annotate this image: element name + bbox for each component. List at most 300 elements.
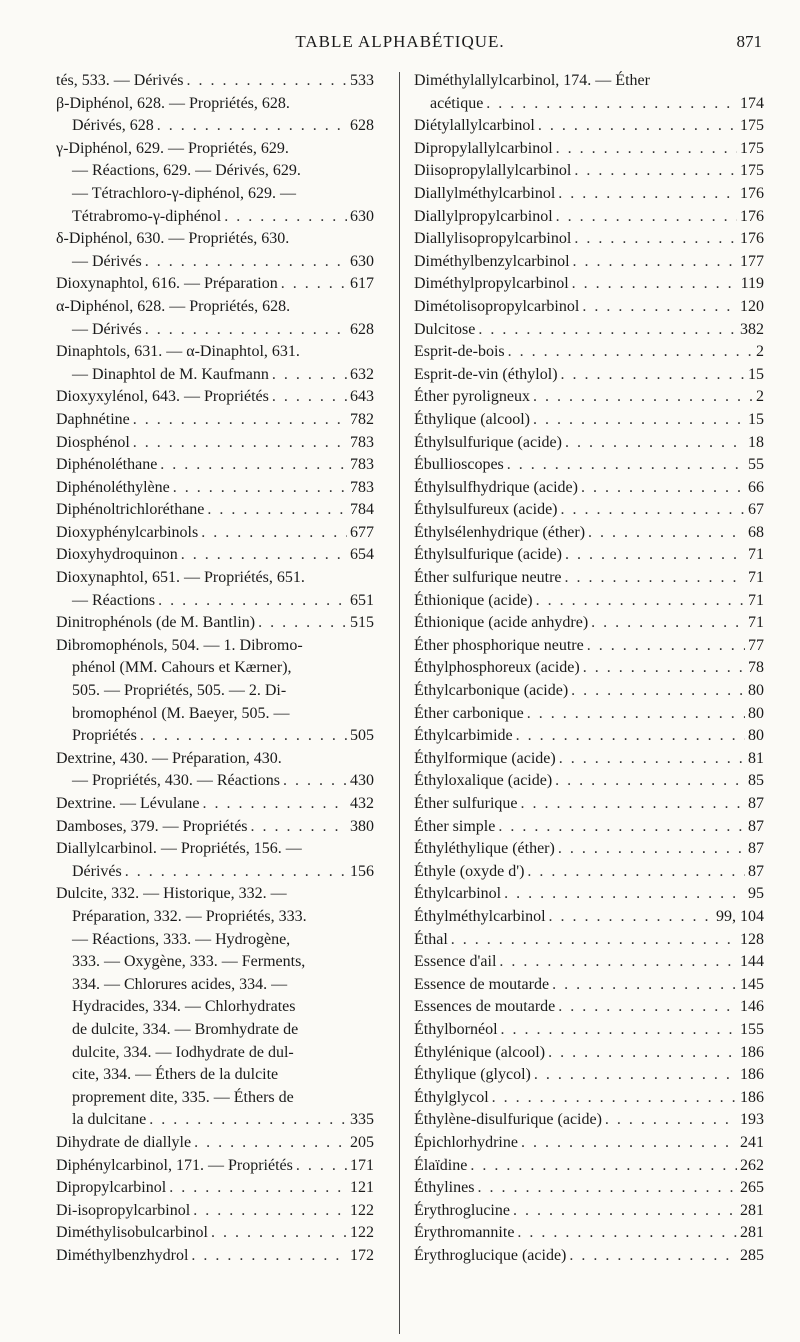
entry-page-ref: 628: [350, 320, 374, 338]
dot-leader: [145, 251, 347, 274]
index-entry: [56, 1155, 374, 1178]
entry-text: Dimétolisopropylcarbinol: [414, 297, 580, 315]
entry-text: 333. — Oxygène, 333. — Ferments,: [72, 953, 306, 971]
entry-text: Éthionique (acide anhydre): [414, 614, 589, 632]
entry-text: Éthylglycol: [414, 1088, 489, 1106]
dot-leader: [507, 454, 745, 477]
index-entry: [414, 974, 764, 997]
dot-leader: [181, 544, 347, 567]
dot-leader: [283, 770, 347, 793]
index-entry: [56, 183, 374, 206]
index-entry: [414, 1132, 764, 1155]
entry-page-ref: 335: [350, 1111, 374, 1129]
dot-leader: [272, 386, 347, 409]
entry-text: — Dérivés: [72, 320, 142, 338]
dot-leader: [533, 386, 753, 409]
entry-text: Éthal: [414, 930, 448, 948]
entry-page-ref: 128: [740, 930, 764, 948]
dot-leader: [565, 567, 746, 590]
dot-leader: [558, 996, 737, 1019]
entry-page-ref: 55: [748, 456, 764, 474]
dot-leader: [573, 251, 737, 274]
dot-leader: [193, 1200, 347, 1223]
dot-leader: [581, 477, 745, 500]
dot-leader: [451, 929, 737, 952]
dot-leader: [498, 816, 745, 839]
index-column-left: [56, 70, 374, 1267]
entry-page-ref: 2: [756, 388, 764, 406]
dot-leader: [281, 273, 347, 296]
entry-text: Tétrabromo-γ-diphénol: [72, 207, 222, 225]
entry-page-ref: 241: [740, 1133, 764, 1151]
index-entry: [56, 544, 374, 567]
index-entry: [414, 590, 764, 613]
entry-text: 334. — Chlorures acides, 334. —: [72, 975, 288, 993]
entry-text: Dérivés: [72, 862, 122, 880]
index-entry: [414, 341, 764, 364]
index-entry: [414, 635, 764, 658]
entry-text: Damboses, 379. — Propriétés: [56, 817, 248, 835]
entry-page-ref: 186: [740, 1043, 764, 1061]
entry-page-ref: 87: [748, 862, 764, 880]
entry-page-ref: 122: [350, 1201, 374, 1219]
entry-text: Érythromannite: [414, 1224, 515, 1242]
entry-page-ref: 176: [740, 184, 764, 202]
dot-leader: [504, 883, 745, 906]
index-entry: [414, 725, 764, 748]
index-entry: [56, 409, 374, 432]
entry-text: Propriétés: [72, 727, 137, 745]
dot-leader: [173, 477, 347, 500]
dot-leader: [501, 1019, 737, 1042]
entry-page-ref: 156: [350, 862, 374, 880]
index-entry: [414, 160, 764, 183]
entry-text: Diméthylpropylcarbinol: [414, 275, 569, 293]
index-entry: [414, 1177, 764, 1200]
dot-leader: [569, 1245, 737, 1268]
entry-text: Essence d'ail: [414, 953, 497, 971]
entry-text: Daphnétine: [56, 410, 130, 428]
entry-text: Essence de moutarde: [414, 975, 550, 993]
index-entry: [414, 115, 764, 138]
index-entry: [414, 838, 764, 861]
index-entry: [414, 206, 764, 229]
entry-page-ref: 121: [350, 1179, 374, 1197]
dot-leader: [194, 1132, 347, 1155]
dot-leader: [211, 1222, 347, 1245]
dot-leader: [149, 1109, 347, 1132]
entry-page-ref: 515: [350, 614, 374, 632]
index-entry: [56, 160, 374, 183]
index-entry: [414, 364, 764, 387]
index-entry: [56, 251, 374, 274]
entry-page-ref: 432: [350, 795, 374, 812]
entry-text: β-Diphénol, 628. — Propriétés, 628.: [56, 94, 290, 112]
index-entry: [56, 703, 374, 726]
entry-page-ref: 155: [740, 1020, 764, 1038]
entry-page-ref: 85: [748, 772, 764, 790]
index-entry: [56, 657, 374, 680]
dot-leader: [251, 816, 347, 839]
entry-text: Diallylcarbinol. — Propriétés, 156. —: [56, 840, 302, 858]
dot-leader: [224, 206, 347, 229]
entry-page-ref: 186: [740, 1066, 764, 1084]
entry-text: — Réactions, 333. — Hydrogène,: [72, 930, 291, 948]
entry-text: Dihydrate de diallyle: [56, 1133, 192, 1151]
entry-page-ref: 782: [350, 410, 374, 428]
index-entry: [56, 906, 374, 929]
entry-page-ref: 430: [350, 772, 374, 790]
entry-page-ref: 18: [748, 433, 764, 451]
entry-text: Diméthylisobulcarbinol: [56, 1224, 208, 1242]
entry-page-ref: 382: [740, 320, 764, 338]
entry-text: Diphénylcarbinol, 171. — Propriétés: [56, 1156, 293, 1174]
dot-leader: [508, 341, 753, 364]
entry-text: Éthylphosphoreux (acide): [414, 659, 580, 677]
index-entry: [414, 499, 764, 522]
entry-text: phénol (MM. Cahours et Kærner),: [72, 659, 292, 677]
dot-leader: [534, 1064, 737, 1087]
entry-text: α-Diphénol, 628. — Propriétés, 628.: [56, 297, 291, 315]
entry-text: 505. — Propriétés, 505. — 2. Di-: [72, 682, 287, 700]
index-entry: [56, 273, 374, 296]
dot-leader: [527, 861, 745, 884]
dot-leader: [272, 364, 347, 387]
dot-leader: [296, 1155, 347, 1178]
entry-text: Dibromophénols, 504. — 1. Dibromo-: [56, 636, 303, 654]
dot-leader: [145, 319, 347, 342]
entry-text: Éthionique (acide): [414, 591, 533, 609]
entry-text: Dipropylallylcarbinol: [414, 139, 553, 157]
entry-page-ref: 783: [350, 478, 374, 496]
entry-page-ref: 80: [748, 704, 764, 722]
index-entry: [56, 228, 374, 251]
dot-leader: [559, 748, 745, 771]
index-entry: [56, 1222, 374, 1245]
entry-page-ref: 262: [740, 1156, 764, 1174]
entry-page-ref: 205: [350, 1133, 374, 1151]
dot-leader: [574, 160, 737, 183]
dot-leader: [521, 793, 745, 816]
entry-text: Dulcitose: [414, 320, 476, 338]
index-entry: [414, 996, 764, 1019]
index-entry: [56, 1087, 374, 1110]
entry-text: Éthylcarbimide: [414, 727, 513, 745]
index-entry: [56, 206, 374, 229]
entry-page-ref: 81: [748, 749, 764, 767]
entry-text: Éthylcarbonique (acide): [414, 682, 569, 700]
entry-page-ref: 630: [350, 252, 374, 270]
entry-page-ref: 643: [350, 388, 374, 406]
index-entry: [56, 1042, 374, 1065]
index-entry: [414, 183, 764, 206]
entry-text: — Dérivés: [72, 252, 142, 270]
entry-text: Éther sulfurique: [414, 795, 518, 812]
index-entry: [56, 748, 374, 771]
dot-leader: [191, 1245, 347, 1268]
index-entry: [56, 522, 374, 545]
index-entry: [56, 319, 374, 342]
entry-text: Dioxyphénylcarbinols: [56, 523, 199, 541]
index-entry: [414, 861, 764, 884]
dot-leader: [549, 906, 713, 929]
index-entry: [414, 93, 764, 116]
index-entry: [414, 251, 764, 274]
entry-page-ref: 15: [748, 365, 764, 383]
entry-page-ref: 71: [748, 569, 764, 587]
index-entry: [56, 816, 374, 839]
entry-text: Préparation, 332. — Propriétés, 333.: [72, 907, 307, 925]
dot-leader: [587, 635, 745, 658]
dot-leader: [492, 1087, 737, 1110]
dot-leader: [582, 296, 737, 319]
index-entry: [56, 838, 374, 861]
entry-page-ref: 630: [350, 207, 374, 225]
index-entry: [56, 635, 374, 658]
index-entry: [56, 1132, 374, 1155]
dot-leader: [478, 319, 737, 342]
entry-page-ref: 175: [740, 139, 764, 157]
entry-page-ref: 146: [740, 998, 764, 1016]
entry-text: Di-isopropylcarbinol: [56, 1201, 191, 1219]
index-entry: [414, 1200, 764, 1223]
entry-text: Diétylallylcarbinol: [414, 117, 535, 135]
entry-page-ref: 2: [756, 343, 764, 361]
index-entry: [414, 612, 764, 635]
entry-text: — Dinaphtol de M. Kaufmann: [72, 365, 269, 383]
index-entry: [56, 612, 374, 635]
entry-text: Diallylpropylcarbinol: [414, 207, 553, 225]
page-header: [0, 32, 800, 56]
entry-page-ref: 628: [350, 117, 374, 135]
entry-text: Éthylsélenhydrique (éther): [414, 523, 586, 541]
index-entry: [414, 1087, 764, 1110]
index-entry: [56, 567, 374, 590]
index-entry: [414, 1042, 764, 1065]
entry-page-ref: 186: [740, 1088, 764, 1106]
entry-text: Éthyle (oxyde d'): [414, 862, 525, 880]
dot-leader: [588, 522, 745, 545]
index-entry: [56, 341, 374, 364]
entry-text: Ébullioscopes: [414, 456, 504, 474]
entry-text: cite, 334. — Éthers de la dulcite: [72, 1066, 279, 1084]
entry-text: Éthylformique (acide): [414, 749, 556, 767]
index-entry: [56, 477, 374, 500]
entry-text: dulcite, 334. — Iodhydrate de dul-: [72, 1043, 294, 1061]
entry-page-ref: 651: [350, 591, 374, 609]
index-entry: [56, 499, 374, 522]
entry-page-ref: 784: [350, 501, 374, 519]
entry-text: Diallylméthylcarbinol: [414, 184, 556, 202]
entry-text: Diméthylallylcarbinol, 174. — Éther: [414, 72, 650, 89]
index-entry: [414, 319, 764, 342]
dot-leader: [521, 1132, 737, 1155]
dot-leader: [552, 974, 737, 997]
entry-page-ref: 122: [350, 1224, 374, 1242]
dot-leader: [125, 861, 347, 884]
index-entry: [414, 522, 764, 545]
dot-leader: [527, 703, 745, 726]
entry-page-ref: 95: [748, 885, 764, 903]
entry-text: δ-Diphénol, 630. — Propriétés, 630.: [56, 230, 290, 248]
dot-leader: [591, 612, 745, 635]
entry-page-ref: 71: [748, 591, 764, 609]
index-entry: [56, 590, 374, 613]
entry-text: Diisopropylallylcarbinol: [414, 162, 572, 180]
entry-text: Éthylsulfhydrique (acide): [414, 478, 578, 496]
dot-leader: [555, 770, 745, 793]
index-entry: [56, 1245, 374, 1268]
index-entry: [56, 996, 374, 1019]
index-entry: [56, 1109, 374, 1132]
dot-leader: [536, 590, 745, 613]
index-entry: [414, 680, 764, 703]
entry-text: γ-Diphénol, 629. — Propriétés, 629.: [56, 139, 289, 157]
entry-page-ref: 632: [350, 365, 374, 383]
entry-text: Élaïdine: [414, 1156, 468, 1174]
index-entry: [414, 228, 764, 251]
entry-text: Essences de moutarde: [414, 998, 556, 1016]
entry-text: Dinitrophénols (de M. Bantlin): [56, 614, 256, 632]
entry-text: Dulcite, 332. — Historique, 332. —: [56, 885, 287, 903]
index-entry: [414, 929, 764, 952]
entry-text: Diphénoléthylène: [56, 478, 170, 496]
entry-page-ref: 654: [350, 546, 374, 564]
entry-text: acétique: [430, 94, 484, 112]
index-entry: [56, 1064, 374, 1087]
index-entry: [414, 657, 764, 680]
dot-leader: [169, 1177, 347, 1200]
page-title: TABLE ALPHABÉTIQUE.: [295, 32, 505, 51]
entry-text: Dioxynaphtol, 651. — Propriétés, 651.: [56, 569, 305, 587]
dot-leader: [513, 1200, 737, 1223]
entry-page-ref: 15: [748, 410, 764, 428]
entry-text: Dioxyxylénol, 643. — Propriétés: [56, 388, 269, 406]
entry-text: — Tétrachloro-γ-diphénol, 629. —: [72, 184, 297, 202]
index-entry: [56, 138, 374, 161]
index-entry: [414, 770, 764, 793]
entry-text: — Réactions: [72, 591, 156, 609]
dot-leader: [572, 273, 738, 296]
dot-leader: [207, 499, 347, 522]
entry-page-ref: 145: [740, 975, 764, 993]
dot-leader: [561, 364, 745, 387]
entry-text: Éthylique (alcool): [414, 410, 530, 428]
entry-page-ref: 177: [740, 252, 764, 270]
dot-leader: [516, 725, 745, 748]
dot-leader: [574, 228, 737, 251]
dot-leader: [548, 1042, 737, 1065]
entry-page-ref: 281: [740, 1201, 764, 1219]
dot-leader: [140, 725, 347, 748]
index-entry: [414, 70, 764, 93]
index-entry: [56, 929, 374, 952]
entry-text: Éthylsulfurique (acide): [414, 546, 562, 564]
entry-text: Éthyléthylique (éther): [414, 840, 555, 858]
entry-text: Éthyloxalique (acide): [414, 772, 553, 790]
entry-text: Éthylbornéol: [414, 1020, 498, 1038]
entry-text: Éthylsulfureux (acide): [414, 501, 558, 519]
dot-leader: [133, 409, 347, 432]
entry-text: bromophénol (M. Baeyer, 505. —: [72, 704, 290, 722]
entry-text: Esprit-de-bois: [414, 343, 505, 361]
entry-page-ref: 68: [748, 523, 764, 541]
index-entry: [414, 296, 764, 319]
dot-leader: [486, 93, 737, 116]
entry-text: Diallylisopropylcarbinol: [414, 230, 572, 248]
entry-page-ref: 87: [748, 840, 764, 858]
entry-page-ref: 71: [748, 614, 764, 632]
entry-text: Épichlorhydrine: [414, 1133, 518, 1151]
dot-leader: [470, 1155, 737, 1178]
entry-page-ref: 99, 104: [716, 907, 764, 925]
index-entry: [414, 1222, 764, 1245]
index-entry: [414, 138, 764, 161]
dot-leader: [517, 1222, 737, 1245]
entry-page-ref: 80: [748, 682, 764, 700]
entry-page-ref: 380: [350, 817, 374, 835]
entry-page-ref: 175: [740, 117, 764, 135]
entry-text: Éther sulfurique neutre: [414, 569, 562, 587]
entry-page-ref: 193: [740, 1111, 764, 1129]
index-entry: [414, 432, 764, 455]
entry-text: de dulcite, 334. — Bromhydrate de: [72, 1020, 299, 1038]
entry-text: Diphénoléthane: [56, 456, 158, 474]
entry-text: Érythroglucine: [414, 1201, 510, 1219]
entry-page-ref: 174: [740, 94, 764, 112]
entry-page-ref: 80: [748, 727, 764, 745]
index-entry: [414, 748, 764, 771]
entry-page-ref: 617: [350, 275, 374, 293]
index-entry: [56, 883, 374, 906]
entry-page-ref: 176: [740, 207, 764, 225]
index-entry: [414, 454, 764, 477]
entry-text: Diosphénol: [56, 433, 130, 451]
entry-text: Érythroglucique (acide): [414, 1246, 567, 1264]
entry-page-ref: 119: [740, 275, 764, 293]
index-entry: [56, 115, 374, 138]
entry-text: Diméthylbenzhydrol: [56, 1246, 189, 1264]
dot-leader: [538, 115, 737, 138]
entry-text: Hydracides, 334. — Chlorhydrates: [72, 998, 296, 1016]
index-entry: [414, 386, 764, 409]
entry-text: Éthylcarbinol: [414, 885, 502, 903]
entry-page-ref: 171: [350, 1156, 374, 1174]
entry-text: Éther phosphorique neutre: [414, 636, 584, 654]
index-entry: [414, 1019, 764, 1042]
index-entry: [414, 273, 764, 296]
dot-leader: [203, 793, 348, 816]
entry-page-ref: 71: [748, 546, 764, 564]
index-entry: [56, 1177, 374, 1200]
index-entry: [56, 70, 374, 93]
index-entry: [56, 386, 374, 409]
entry-page-ref: 285: [740, 1246, 764, 1264]
index-entry: [414, 567, 764, 590]
entry-page-ref: 144: [740, 953, 764, 971]
entry-text: Éthylines: [414, 1179, 475, 1197]
index-entry: [414, 1245, 764, 1268]
column-divider: [399, 72, 400, 1334]
index-entry: [56, 364, 374, 387]
entry-page-ref: 533: [350, 72, 374, 89]
entry-text: Éther pyroligneux: [414, 388, 530, 406]
entry-text: la dulcitane: [72, 1111, 147, 1129]
entry-page-ref: 87: [748, 817, 764, 835]
entry-text: Éthylique (glycol): [414, 1066, 531, 1084]
index-entry: [414, 906, 764, 929]
index-entry: [56, 1019, 374, 1042]
